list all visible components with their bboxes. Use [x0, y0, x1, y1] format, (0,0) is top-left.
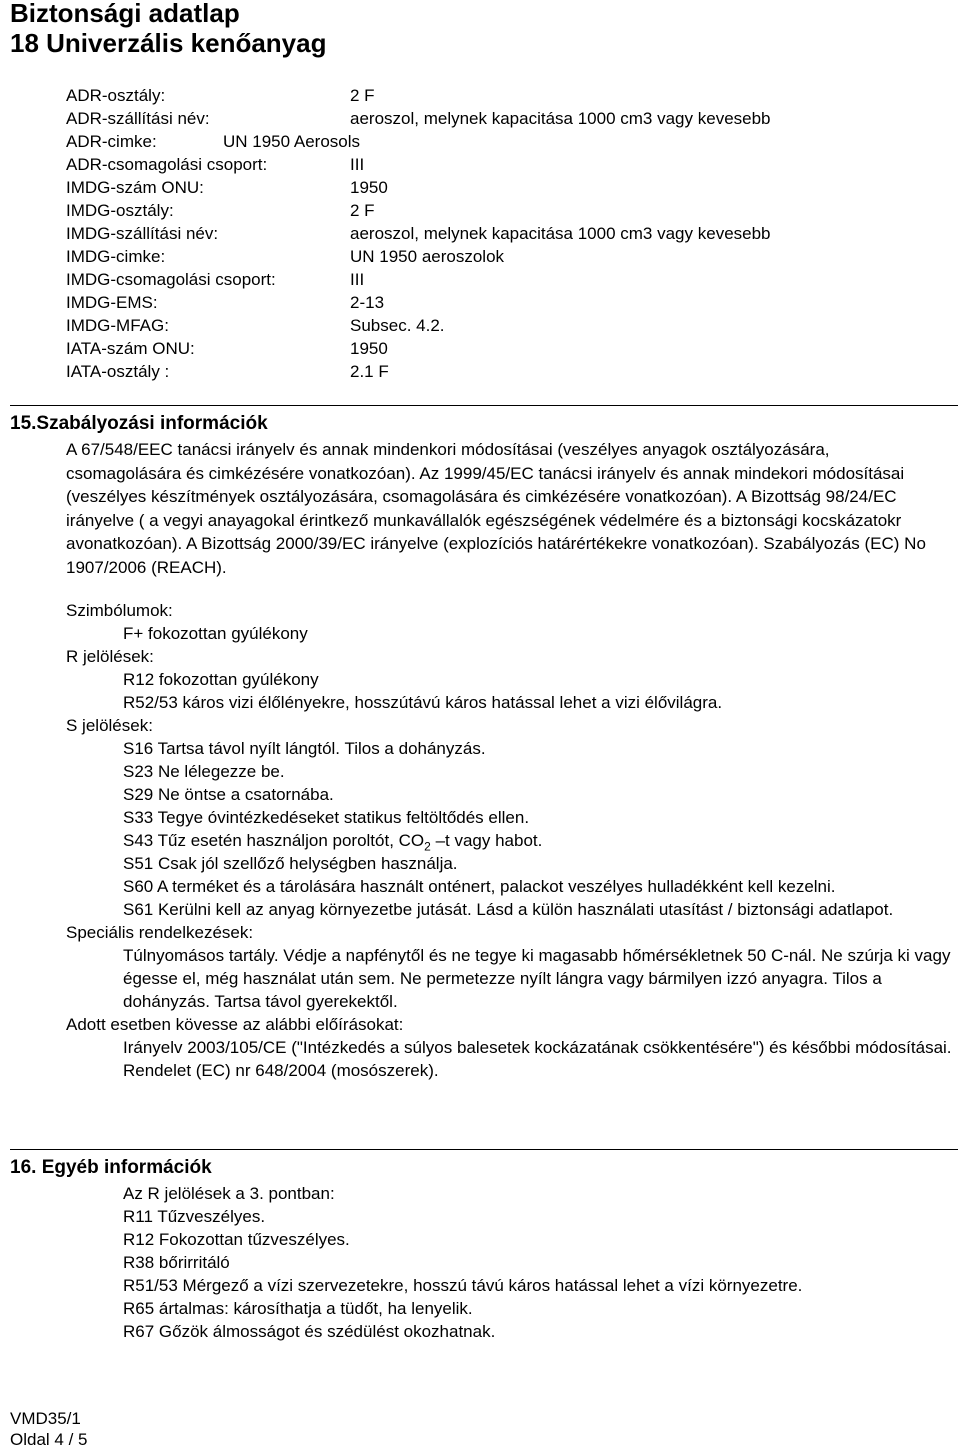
transport-key: IMDG-EMS: [66, 293, 158, 312]
r-phrase-item: R52/53 káros vizi élőlényekre, hosszútávú káros hatással lehet a vizi élővilágra. [123, 693, 723, 712]
transport-key: IMDG-osztály: [66, 201, 174, 220]
transport-value: 2.1 F [350, 362, 389, 381]
regulation-item: Irányelv 2003/105/CE ("Intézkedés a súlyos balesetek kockázatának csökkentésére") és későbbi módosításai. [123, 1038, 952, 1057]
transport-key: IMDG-szám ONU: [66, 178, 204, 197]
other-info-item: R65 ártalmas: károsíthatja a tüdőt, ha lenyelik. [123, 1299, 473, 1318]
section-15-list [66, 599, 956, 1082]
s-phrase-item: S29 Ne öntse a csatornába. [123, 785, 334, 804]
transport-value: 1950 [350, 339, 388, 358]
page-number: Oldal 4 / 5 [10, 1430, 88, 1449]
section-16-title: 16. Egyéb információk [10, 1157, 212, 1178]
regulatory-paragraph [66, 438, 946, 579]
transport-value: UN 1950 Aerosols [223, 132, 361, 151]
transport-key: IMDG-MFAG: [66, 316, 169, 335]
section-15-title: 15.Szabályozási információk [10, 413, 268, 434]
transport-key: IATA-szám ONU: [66, 339, 195, 358]
regulatory-text: A 67/548/EEC tanácsi irányelv és annak mindenkori módosításai (veszélyes anyagok osztályozására, csomagolására és cimkézésére vonatkozóan). Az 1999/45/EC tanácsi irányelv és annak mindekori módosításai (veszélyes készítmények osztályozására, csomagolására és cimkézésére vonatkozóan). A Bizottság 98/24/EC irányelve ( a vegyi anayagokal érintkező munkavállalók egészségének védelmére és a biztonsági kocskázatokr avonatkozóan). A Bizottság 2000/39/EC irányelve (explozíciós határértékekre vonatkozóan). Szabályozás (EC) No 1907/2006 (REACH). [66, 440, 926, 577]
transport-value: III [350, 270, 365, 289]
s-phrase-item: S51 Csak jól szellőző helységben használja. [123, 854, 458, 873]
special-provision-item: Túlnyomásos tartály. Védje a napfénytől és ne tegye ki magasabb hőmérsékletnek 50 C-nál. Ne szúrja ki vagy égesse el, még használat után sem. Ne permetezze nyílt lángra vagy bármilyen izzó anyagra. Tilos a dohányzás. Tartsa távol gyerekektől. [123, 946, 951, 1011]
transport-value: aeroszol, melynek kapacitása 1000 cm3 vagy kevesebb [350, 224, 771, 243]
s-phrase-item: S16 Tartsa távol nyílt lángtól. Tilos a dohányzás. [123, 739, 486, 758]
r-phrases-label: R jelölések: [66, 647, 154, 666]
section-divider [10, 405, 958, 406]
document-title: Biztonsági adatlap [10, 0, 240, 28]
transport-value: 2 F [350, 86, 375, 105]
transport-key: ADR-cimke: [66, 132, 157, 151]
document-header [10, 0, 326, 58]
other-info-item: R12 Fokozottan tűzveszélyes. [123, 1230, 350, 1249]
other-info-item: R51/53 Mérgező a vízi szervezetekre, hosszú távú káros hatással lehet a vízi környezetre. [123, 1276, 803, 1295]
other-info-item: R67 Gőzök álmosságot és szédülést okozhatnak. [123, 1322, 496, 1341]
transport-key: IATA-osztály : [66, 362, 170, 381]
s-phrase-item: S61 Kerülni kell az anyag környezetbe jutását. Lásd a külön használati utasítást / biztonsági adatlapot. [123, 900, 894, 919]
transport-value: UN 1950 aeroszolok [350, 247, 505, 266]
symbols-label: Szimbólumok: [66, 601, 173, 620]
page-footer [10, 1408, 88, 1450]
document-code: VMD35/1 [10, 1409, 81, 1428]
transport-value: Subsec. 4.2. [350, 316, 445, 335]
transport-key: IMDG-szállítási név: [66, 224, 219, 243]
symbol-item: F+ fokozottan gyúlékony [123, 624, 308, 643]
special-provisions-label: Speciális rendelkezések: [66, 923, 254, 942]
transport-value: 2-13 [350, 293, 385, 312]
section-16-list [66, 1182, 956, 1343]
follow-regulations-label: Adott esetben kövesse az alábbi előírásokat: [66, 1015, 404, 1034]
other-info-item: Az R jelölések a 3. pontban: [123, 1184, 335, 1203]
s-phrase-item-s43 [123, 829, 956, 852]
s43-subscript: 2 [424, 839, 431, 854]
s-phrase-item: S60 A terméket és a tárolására használt onténert, palackot veszélyes hulladékként kell kezelni. [123, 877, 836, 896]
s43-text-end: –t vagy habot. [430, 831, 543, 850]
transport-value: III [350, 155, 365, 174]
transport-value: 1950 [350, 178, 388, 197]
regulation-item: Rendelet (EC) nr 648/2004 (mosószerek). [123, 1061, 439, 1080]
product-name: 18 Univerzális kenőanyag [10, 28, 327, 58]
r-phrase-item: R12 fokozottan gyúlékony [123, 670, 319, 689]
transport-key: ADR-csomagolási csoport: [66, 155, 268, 174]
other-info-item: R11 Tűzveszélyes. [123, 1207, 266, 1226]
s43-text-start: S43 Tűz esetén használjon poroltót, CO [123, 831, 425, 850]
transport-key: ADR-osztály: [66, 86, 166, 105]
transport-key: IMDG-cimke: [66, 247, 166, 266]
s-phrases-label: S jelölések: [66, 716, 153, 735]
transport-key: IMDG-csomagolási csoport: [66, 270, 276, 289]
other-info-item: R38 bőrirritáló [123, 1253, 230, 1272]
transport-value: aeroszol, melynek kapacitása 1000 cm3 vagy kevesebb [350, 109, 771, 128]
section-divider [10, 1149, 958, 1150]
s-phrase-item: S33 Tegye óvintézkedéseket statikus feltöltődés ellen. [123, 808, 530, 827]
s-phrase-item: S23 Ne lélegezze be. [123, 762, 285, 781]
transport-key: ADR-szállítási név: [66, 109, 210, 128]
transport-value: 2 F [350, 201, 375, 220]
